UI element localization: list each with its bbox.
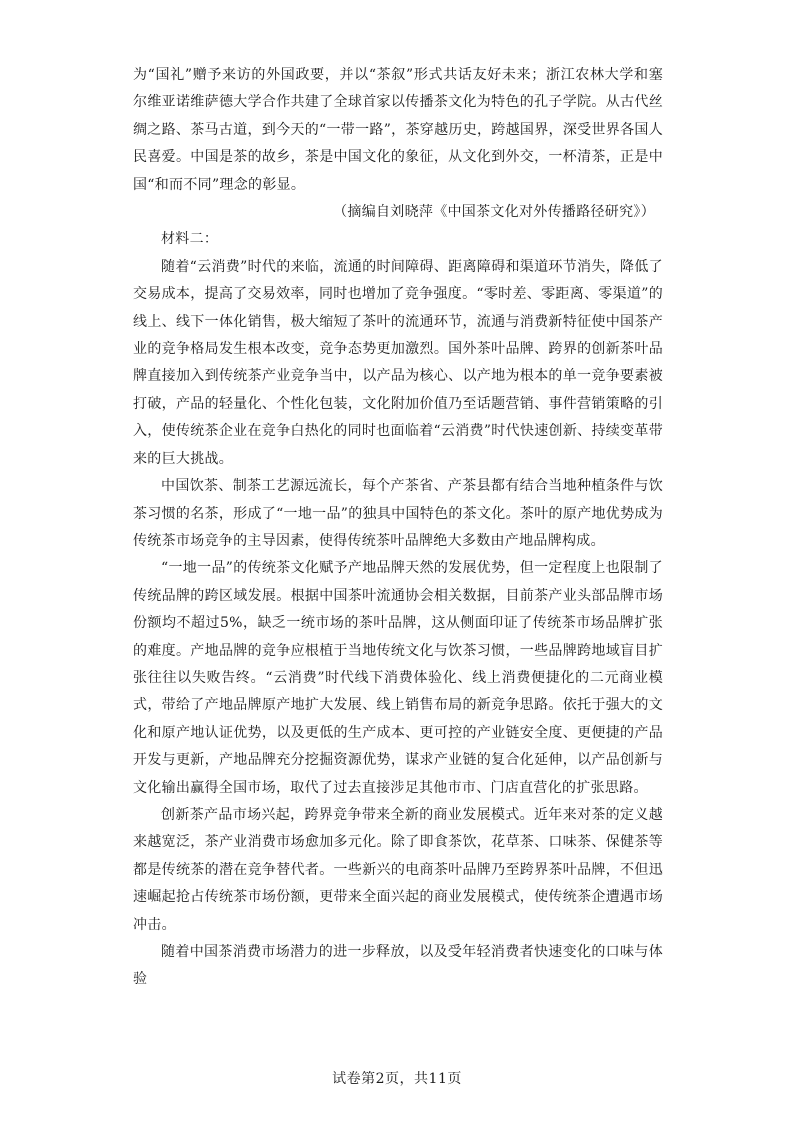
- source-citation: （摘编自刘晓萍《中国茶文化对外传播路径研究》）: [333, 204, 655, 221]
- document-body: [133, 62, 663, 994]
- page-footer: 试卷第2页，共11页: [332, 1071, 462, 1087]
- paragraph-5: 随着中国茶消费市场潜力的进一步释放，以及受年轻消费者快速变化的口味与体验: [133, 944, 663, 988]
- material-two-heading: 材料二：: [161, 231, 219, 248]
- paragraph-4: 创新茶产品市场兴起，跨界竞争带来全新的商业发展模式。近年来对茶的定义越来越宽泛，茶产业消费市场愈加多元化。除了即食茶饮，花草茶、口味茶、保健茶等都是传统茶的潜在竞争替代者。一些新兴的电商茶叶品牌乃至跨界茶叶品牌，不但迅速崛起抢占传统茶市场份额，更带来全面兴起的商业发展模式，使传统茶企遭遇市场冲击。: [133, 806, 663, 933]
- paragraph-2: 中国饮茶、制茶工艺源远流长，每个产茶省、产茶县都有结合当地种植条件与饮茶习惯的名茶，形成了“一地一品”的独具中国特色的茶文化。茶叶的原产地优势成为传统茶市场竞争的主导因素，使得传统茶叶品牌绝大多数由产地品牌构成。: [133, 478, 663, 549]
- continuation-paragraph: 为“国礼”赠予来访的外国政要，并以“茶叙”形式共话友好未来；浙江农林大学和塞尔维亚诺维萨德大学合作共建了全球首家以传播茶文化为特色的孔子学院。从古代丝绸之路、茶马古道，到今天的“一带一路”，茶穿越历史，跨越国界，深受世界各国人民喜爱。中国是茶的故乡，茶是中国文化的象征，从文化到外交，一杯清茶，正是中国“和而不同”理念的彰显。: [133, 67, 663, 193]
- paragraph-3: “一地一品”的传统茶文化赋予产地品牌天然的发展优势，但一定程度上也限制了传统品牌的跨区域发展。根据中国茶叶流通协会相关数据，目前茶产业头部品牌市场份额均不超过5%，缺乏一统市场的茶叶品牌，这从侧面印证了传统茶市场品牌扩张的难度。产地品牌的竞争应根植于当地传统文化与饮茶习惯，一些品牌跨地域盲目扩张往往以失败告终。“云消费”时代线下消费体验化、线上消费便捷化的二元商业模式，带给了产地品牌原产地扩大发展、线上销售布局的新竞争思路。依托于强大的文化和原产地认证优势，以及更低的生产成本、更可控的产业链安全度、更便捷的产品开发与更新，产地品牌充分挖掘资源优势，谋求产业链的复合化延伸，以产品创新与文化输出赢得全国市场，取代了过去直接涉足其他市市、门店直营化的扩张思路。: [133, 560, 663, 796]
- paragraph-1: 随着“云消费”时代的来临，流通的时间障碍、距离障碍和渠道环节消失，降低了交易成本，提高了交易效率，同时也增加了竞争强度。“零时差、零距离、零渠道”的线上、线下一体化销售，极大缩短了茶叶的流通环节，流通与消费新特征使中国茶产业的竞争格局发生根本改变，竞争态势更加激烈。国外茶叶品牌、跨界的创新茶叶品牌直接加入到传统茶产业竞争当中，以产品为核心、以产地为根本的单一竞争要素被打破，产品的轻量化、个性化包装，文化附加价值乃至话题营销、事件营销策略的引入，使传统茶企业在竞争白热化的同时也面临着“云消费”时代快速创新、持续变革带来的巨大挑战。: [133, 258, 663, 467]
